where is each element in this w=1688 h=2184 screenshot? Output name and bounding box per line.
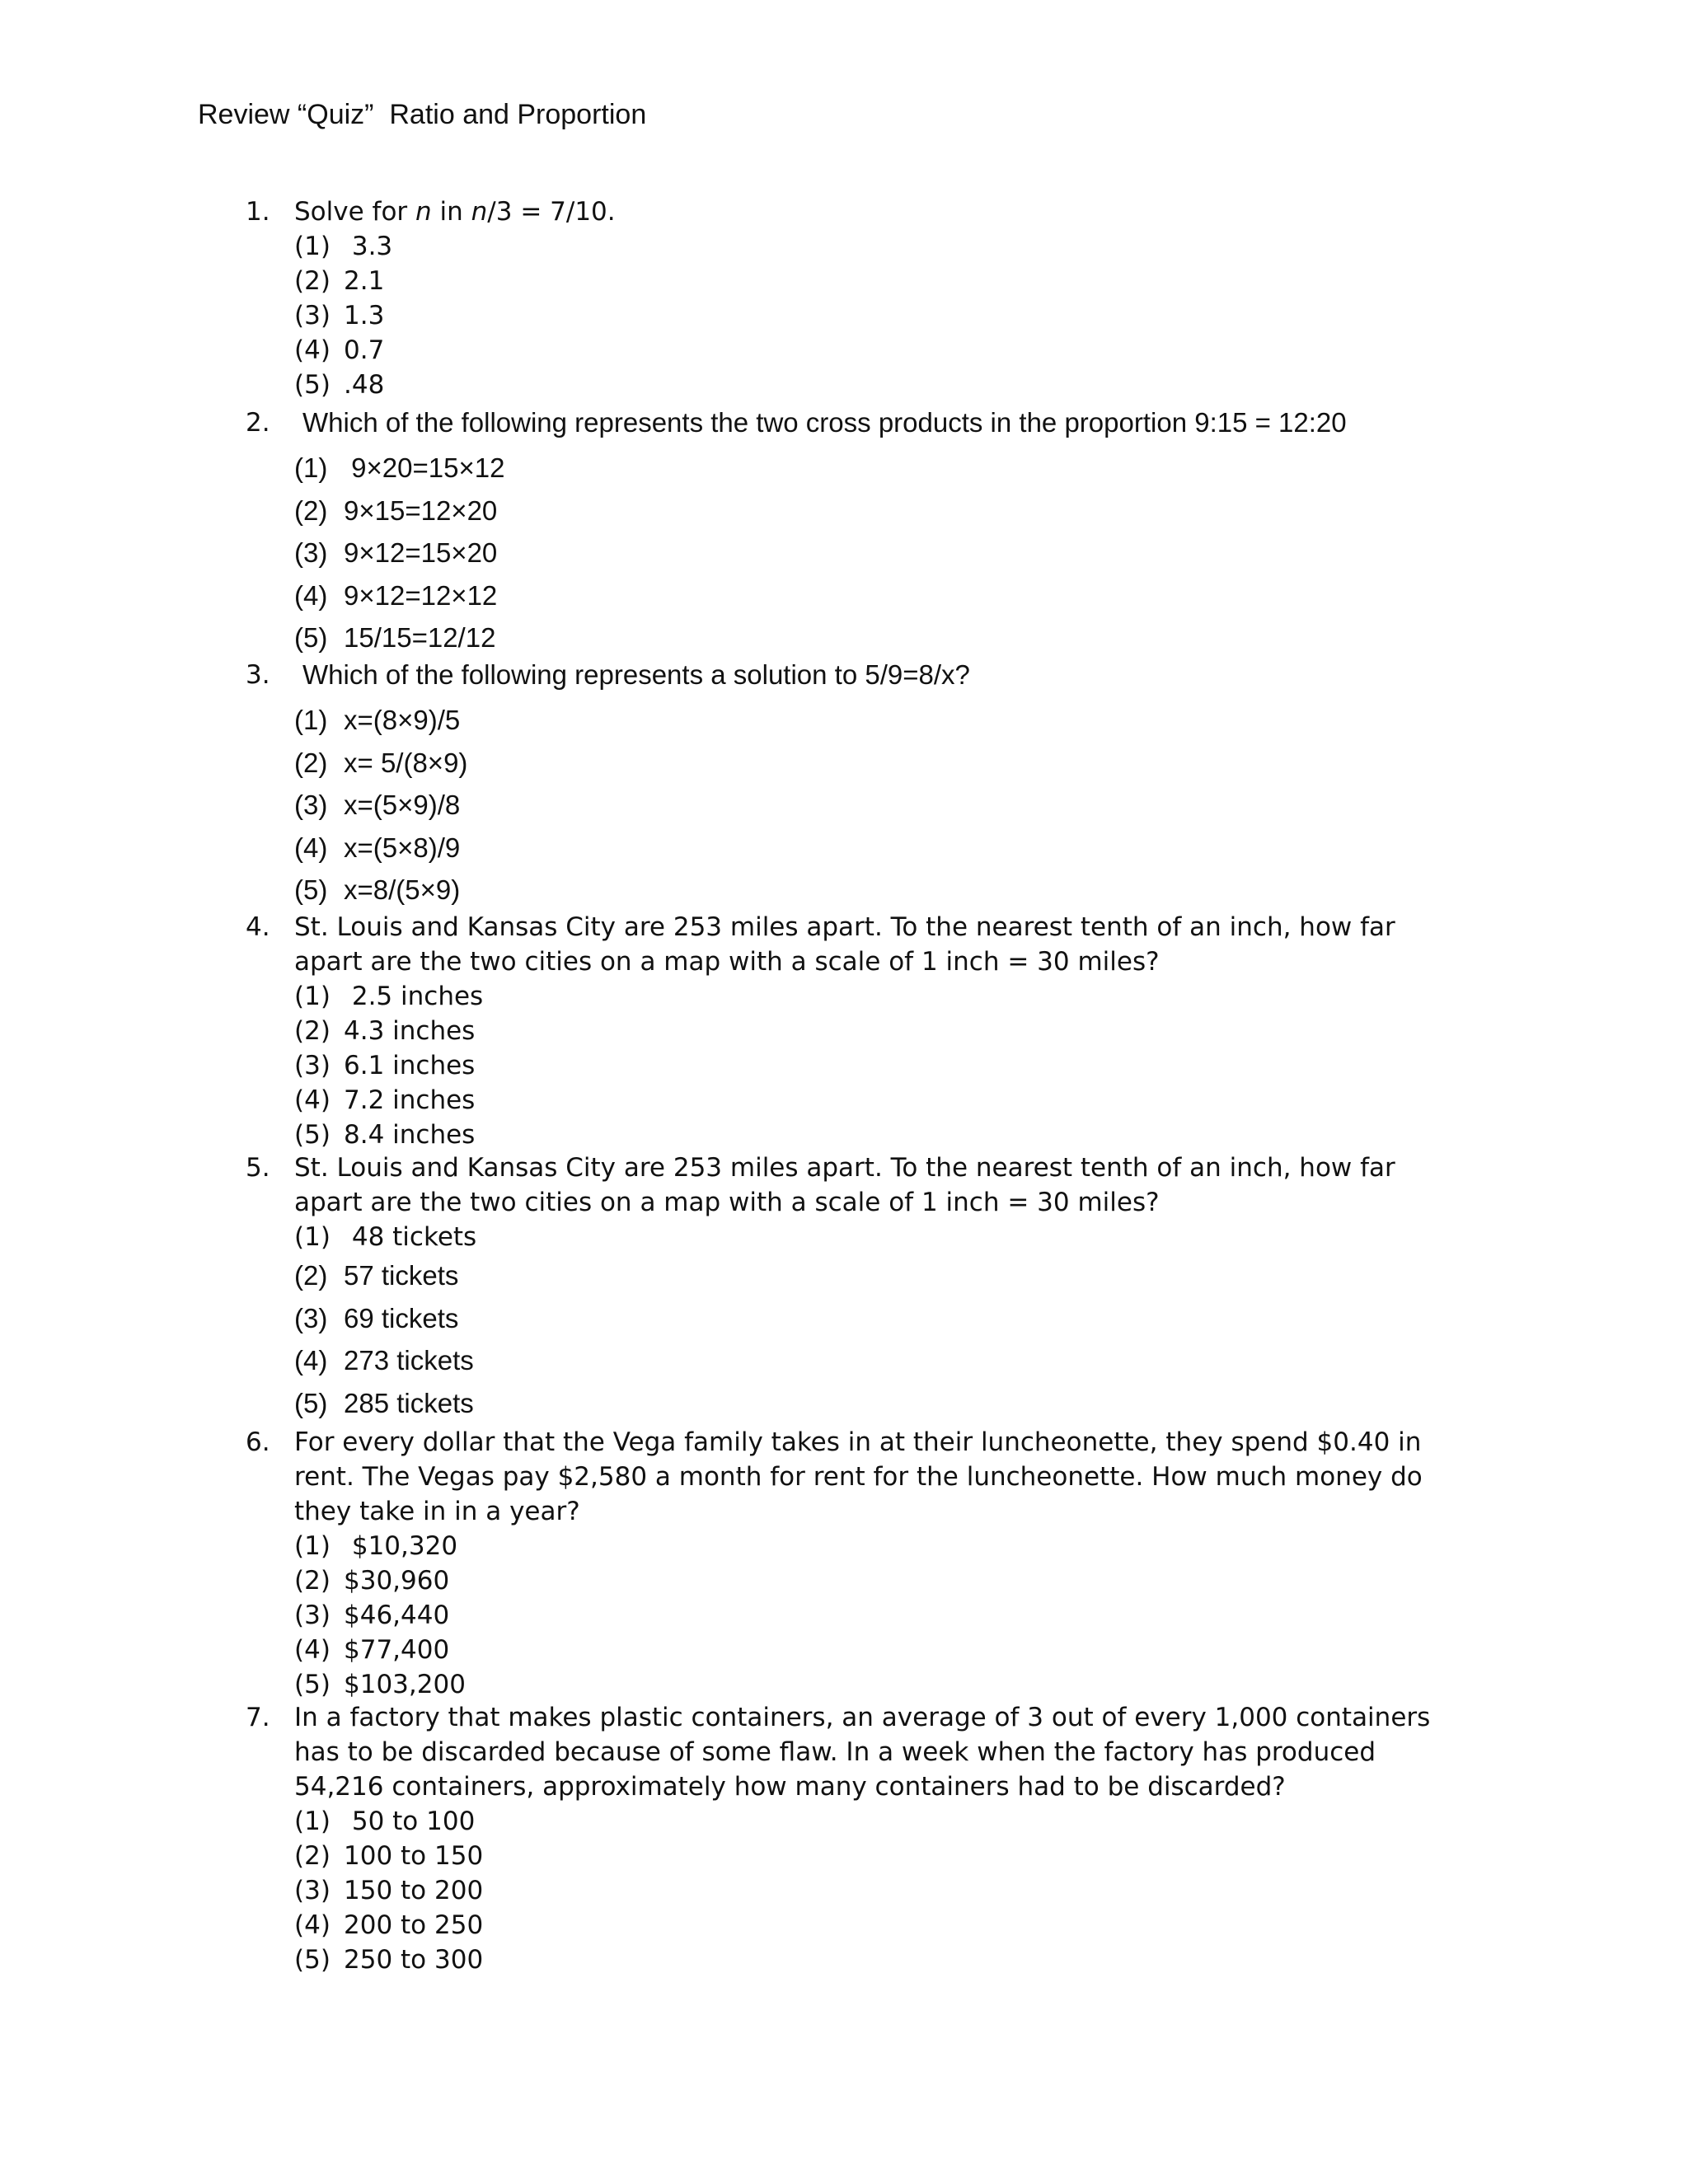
answer-option[interactable] xyxy=(294,368,1688,402)
option-text: x=(8×9)/5 xyxy=(344,705,461,735)
option-label: (2) xyxy=(294,1841,331,1871)
answer-option[interactable] xyxy=(294,616,1688,659)
answer-option[interactable] xyxy=(294,1048,1688,1083)
option-label: (3) xyxy=(294,301,331,330)
question-number: 4. xyxy=(246,912,270,942)
option-text: 100 to 150 xyxy=(344,1841,484,1871)
option-text: 15/15=12/12 xyxy=(344,622,496,653)
option-text: 0.7 xyxy=(344,335,385,365)
question-text: In a factory that makes plastic containers, an average of 3 out of every 1,000 containers has to be discarded because of some flaw. In a week when the factory has produced 54,216 containers, approximately how many containers had to be discarded? xyxy=(294,1703,1439,1802)
answer-option[interactable] xyxy=(294,699,1688,742)
option-text: $30,960 xyxy=(344,1566,450,1596)
option-text: 285 tickets xyxy=(344,1387,474,1418)
answer-option[interactable] xyxy=(294,1633,1688,1667)
answer-option[interactable] xyxy=(294,827,1688,869)
option-label: (4) xyxy=(294,579,328,611)
option-text: 200 to 250 xyxy=(344,1910,484,1940)
answer-option[interactable] xyxy=(294,574,1688,617)
option-text: 57 tickets xyxy=(344,1260,459,1291)
option-text: 7.2 inches xyxy=(344,1085,476,1115)
answer-option[interactable] xyxy=(294,1083,1688,1118)
option-text: x=8/(5×9) xyxy=(344,874,461,905)
option-label: (1) xyxy=(294,452,328,483)
option-text: 2.5 inches xyxy=(344,982,484,1011)
answer-option[interactable] xyxy=(294,1908,1688,1943)
option-label: (1) xyxy=(294,705,328,735)
option-text: $46,440 xyxy=(344,1601,450,1630)
question-number: 7. xyxy=(246,1703,270,1732)
option-text: 50 to 100 xyxy=(344,1807,476,1836)
option-text: 9×12=12×12 xyxy=(344,579,498,611)
page-title: Review “Quiz” Ratio and Proportion xyxy=(198,99,647,130)
answer-option[interactable] xyxy=(294,1014,1688,1048)
option-text: 3.3 xyxy=(344,232,393,261)
option-label: (3) xyxy=(294,1302,328,1333)
option-label: (2) xyxy=(294,747,328,778)
option-text: x= 5/(8×9) xyxy=(344,747,468,778)
option-text: x=(5×8)/9 xyxy=(344,832,461,863)
question-number: 2. xyxy=(246,408,270,438)
question-text: For every dollar that the Vega family takes in at their luncheonette, they spend $0.40 in rent. The Vegas pay $2,580 a month for rent for the luncheonette. How much money do they take in in a year? xyxy=(294,1427,1431,1526)
option-label: (3) xyxy=(294,1876,331,1905)
question-number: 1. xyxy=(246,197,270,227)
question-3 xyxy=(0,657,1688,912)
option-label: (1) xyxy=(294,982,331,1011)
answer-option[interactable] xyxy=(294,1254,1688,1297)
question-text: St. Louis and Kansas City are 253 miles apart. To the nearest tenth of an inch, how far apart are the two cities on a map with a scale of 1 inch = 30 miles? xyxy=(294,912,1404,977)
option-label: (2) xyxy=(294,1566,331,1596)
answer-options xyxy=(294,699,1688,912)
option-label: (1) xyxy=(294,1222,331,1252)
option-text: 150 to 200 xyxy=(344,1876,484,1905)
question-number: 6. xyxy=(246,1427,270,1457)
option-text: 2.1 xyxy=(344,266,385,296)
option-text: 6.1 inches xyxy=(344,1051,476,1080)
answer-option[interactable] xyxy=(294,1873,1688,1908)
option-text: $77,400 xyxy=(344,1635,450,1665)
option-label: (2) xyxy=(294,494,328,526)
answer-option[interactable] xyxy=(294,742,1688,785)
answer-option[interactable] xyxy=(294,264,1688,298)
question-7 xyxy=(0,1700,1688,1977)
answer-option[interactable] xyxy=(294,1804,1688,1839)
answer-options xyxy=(294,1220,1688,1424)
answer-option[interactable] xyxy=(294,1118,1688,1152)
option-label: (4) xyxy=(294,1345,328,1376)
option-label: (3) xyxy=(294,1601,331,1630)
option-text: x=(5×9)/8 xyxy=(344,790,461,820)
option-text: 48 tickets xyxy=(344,1222,477,1252)
answer-option[interactable] xyxy=(294,869,1688,912)
question-2 xyxy=(0,405,1688,659)
answer-option[interactable] xyxy=(294,532,1688,574)
question-text: Which of the following represents the two cross products in the proportion 9:15 = 12:20 xyxy=(302,407,1347,438)
answer-options xyxy=(294,229,1688,402)
option-label: (2) xyxy=(294,266,331,296)
option-label: (3) xyxy=(294,537,328,568)
answer-option[interactable] xyxy=(294,1839,1688,1873)
option-text: .48 xyxy=(344,370,385,400)
option-text: $103,200 xyxy=(344,1670,466,1699)
question-text: Which of the following represents a solution to 5/9=8/x? xyxy=(302,659,970,690)
option-label: (5) xyxy=(294,1120,331,1150)
option-label: (4) xyxy=(294,1910,331,1940)
option-label: (3) xyxy=(294,1051,331,1080)
option-text: 273 tickets xyxy=(344,1345,474,1376)
option-label: (4) xyxy=(294,1085,331,1115)
answer-option[interactable] xyxy=(294,1382,1688,1425)
question-number: 5. xyxy=(246,1153,270,1183)
answer-option[interactable] xyxy=(294,447,1688,490)
option-text: 1.3 xyxy=(344,301,385,330)
option-text: 9×20=15×12 xyxy=(344,452,505,483)
option-label: (4) xyxy=(294,832,328,863)
answer-option[interactable] xyxy=(294,784,1688,827)
option-label: (1) xyxy=(294,1531,331,1561)
answer-option[interactable] xyxy=(294,1339,1688,1382)
answer-option[interactable] xyxy=(294,979,1688,1014)
question-4 xyxy=(0,910,1688,1152)
answer-option[interactable] xyxy=(294,1943,1688,1977)
answer-option[interactable] xyxy=(294,490,1688,532)
answer-option[interactable] xyxy=(294,1598,1688,1633)
answer-options xyxy=(294,447,1688,659)
answer-option[interactable] xyxy=(294,1529,1688,1563)
option-label: (3) xyxy=(294,790,328,820)
answer-options xyxy=(294,1529,1688,1702)
answer-option[interactable] xyxy=(294,229,1688,264)
option-label: (5) xyxy=(294,370,331,400)
option-text: 9×12=15×20 xyxy=(344,537,498,568)
option-label: (5) xyxy=(294,1387,328,1418)
option-label: (5) xyxy=(294,1945,331,1975)
answer-option[interactable] xyxy=(294,1297,1688,1340)
answer-options xyxy=(294,979,1688,1152)
answer-option[interactable] xyxy=(294,1563,1688,1598)
option-text: 8.4 inches xyxy=(344,1120,476,1150)
question-6 xyxy=(0,1425,1688,1702)
question-text: Solve for n in n/3 = 7/10. xyxy=(294,197,616,227)
answer-option[interactable] xyxy=(294,333,1688,368)
question-number: 3. xyxy=(246,660,270,690)
option-label: (5) xyxy=(294,874,328,905)
option-text: 69 tickets xyxy=(344,1302,459,1333)
option-label: (2) xyxy=(294,1016,331,1046)
option-label: (5) xyxy=(294,622,328,653)
option-text: 250 to 300 xyxy=(344,1945,484,1975)
question-1 xyxy=(0,194,1688,402)
option-label: (4) xyxy=(294,335,331,365)
question-5 xyxy=(0,1151,1688,1424)
option-text: $10,320 xyxy=(344,1531,458,1561)
answer-option[interactable] xyxy=(294,298,1688,333)
question-text: St. Louis and Kansas City are 253 miles apart. To the nearest tenth of an inch, how far apart are the two cities on a map with a scale of 1 inch = 30 miles? xyxy=(294,1153,1404,1217)
option-label: (2) xyxy=(294,1260,328,1291)
answer-option[interactable] xyxy=(294,1667,1688,1702)
option-label: (5) xyxy=(294,1670,331,1699)
option-text: 4.3 inches xyxy=(344,1016,476,1046)
option-label: (1) xyxy=(294,232,331,261)
option-label: (1) xyxy=(294,1807,331,1836)
answer-option[interactable] xyxy=(294,1220,1688,1254)
option-label: (4) xyxy=(294,1635,331,1665)
answer-options xyxy=(294,1804,1688,1977)
option-text: 9×15=12×20 xyxy=(344,494,498,526)
